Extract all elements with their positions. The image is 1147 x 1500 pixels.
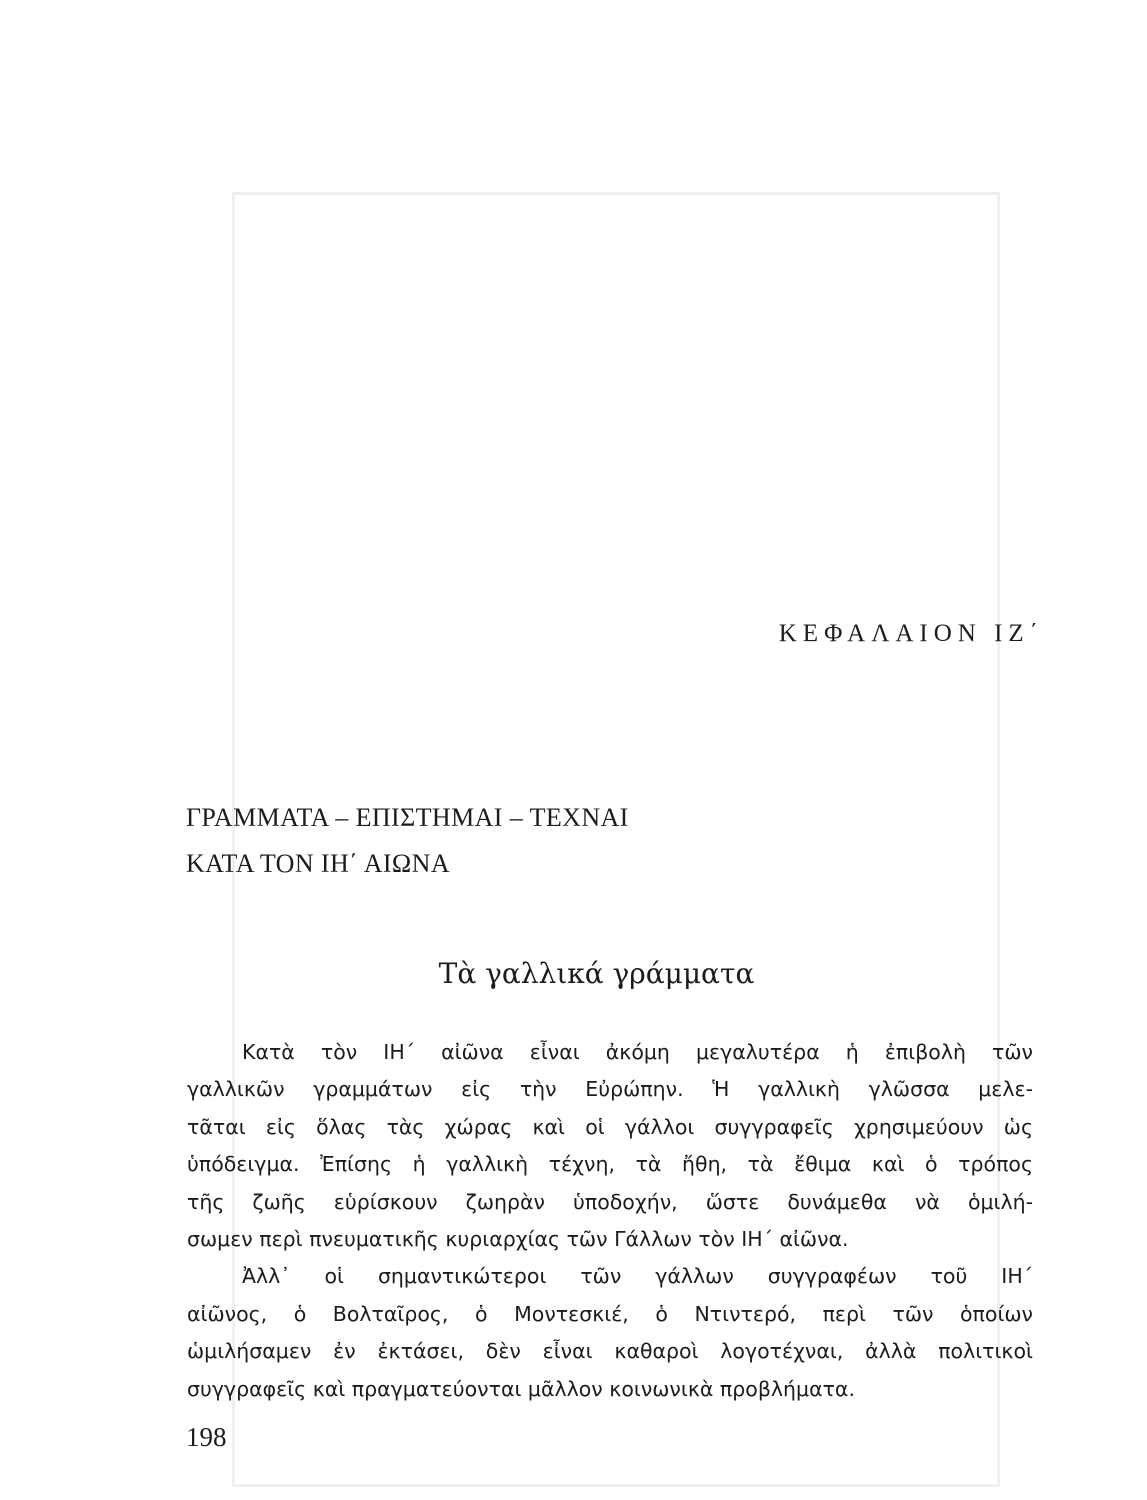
paragraph-line: συγγραφεῖς καὶ πραγματεύονται μᾶλλον κοινωνικὰ προβλήματα. [187, 1376, 855, 1401]
chapter-title-line: ΓΡΑΜΜΑΤΑ – ΕΠΙΣΤΗΜΑΙ – ΤΕΧΝΑΙ [186, 803, 629, 832]
paragraph-line: σωμεν περὶ πνευματικῆς κυριαρχίας τῶν Γάλλων τὸν ΙΗ΄ αἰῶνα. [187, 1226, 849, 1251]
body-text [187, 1034, 1033, 1408]
paragraph-line: Κατὰ τὸν ΙΗ΄ αἰῶνα εἶναι ἀκόμη μεγαλυτέρα ἡ ἐπιβολὴ τῶν [242, 1040, 1033, 1064]
paragraph-line: τῆς ζωῆς εὑρίσκουν ζωηρὰν ὑποδοχήν, ὥστε δυνάμεθα νὰ ὁμιλή- [187, 1189, 1033, 1214]
chapter-heading: ΚΕΦΑΛΑΙΟΝ ΙΖ΄ [778, 620, 1044, 647]
paragraph-line: ὡμιλήσαμεν ἐν ἐκτάσει, δὲν εἶναι καθαροὶ λογοτέχναι, ἀλλὰ πολιτικοὶ [187, 1339, 1033, 1364]
chapter-title-line: ΚΑΤΑ ΤΟΝ ΙΗ΄ ΑΙΩΝΑ [186, 849, 451, 878]
paragraph-line: ὑπόδειγμα. Ἐπίσης ἡ γαλλικὴ τέχνη, τὰ ἤθη, τὰ ἔθιμα καὶ ὁ τρόπος [187, 1152, 1033, 1177]
paragraph-line: Ἀλλ᾿ οἱ σημαντικώτεροι τῶν γάλλων συγγραφέων τοῦ ΙΗ΄ [242, 1264, 1033, 1289]
section-title: Τὰ γαλλικά γράμματα [438, 957, 755, 990]
paragraph-line: αἰῶνος, ὁ Βολταῖρος, ὁ Μοντεσκιέ, ὁ Ντιντερό, περὶ τῶν ὁποίων [187, 1301, 1033, 1326]
page-number: 198 [186, 1422, 227, 1452]
paragraph-line: γαλλικῶν γραμμάτων εἰς τὴν Εὐρώπην. Ἡ γαλλικὴ γλῶσσα μελε- [187, 1077, 1033, 1102]
chapter-title [186, 795, 629, 887]
paragraph-line: τᾶται εἰς ὅλας τὰς χώρας καὶ οἱ γάλλοι συγγραφεῖς χρησιμεύουν ὡς [187, 1114, 1033, 1139]
